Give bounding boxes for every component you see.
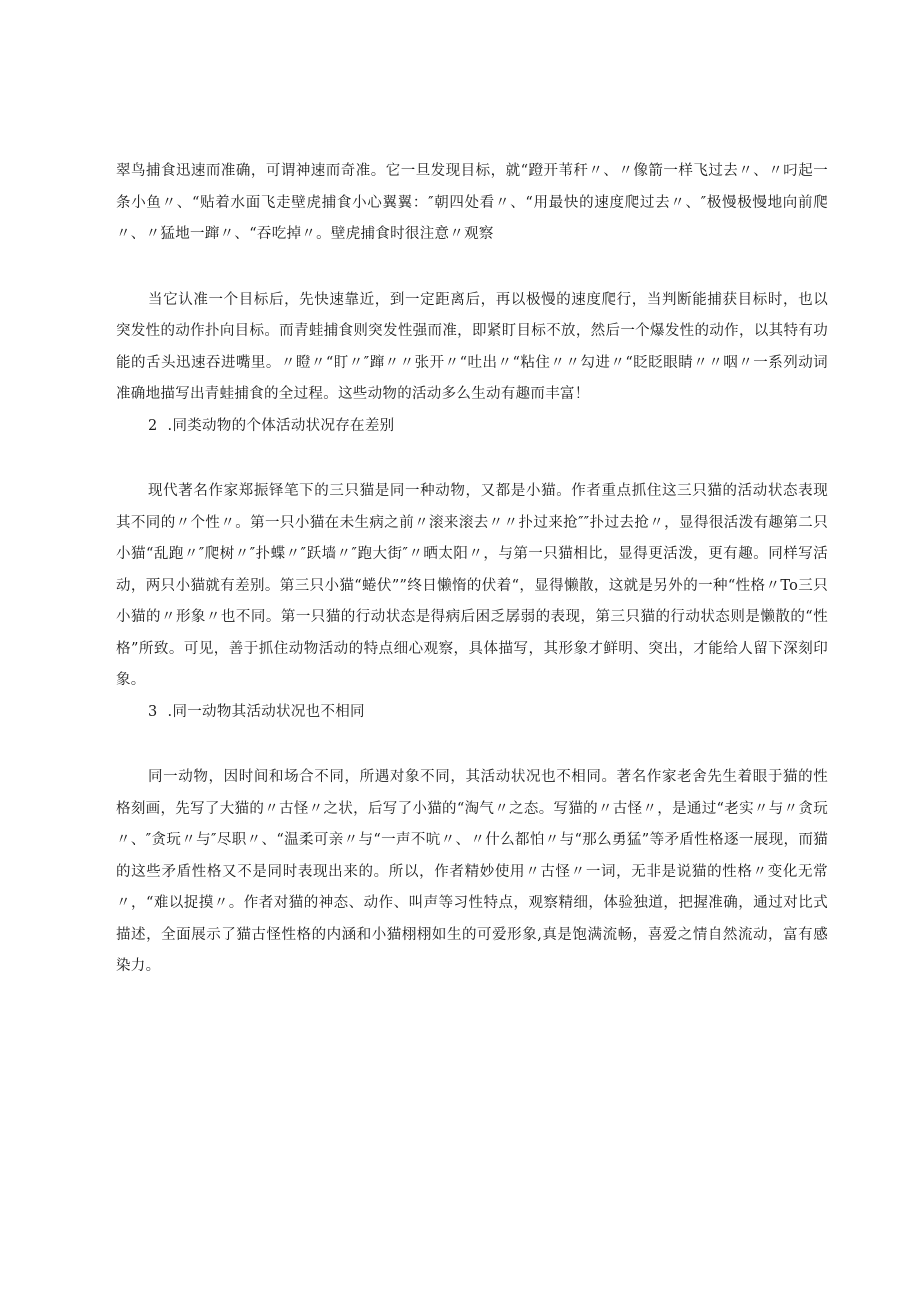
- paragraph-laoshe-cat: 同一动物，因时间和场合不同，所遇对象不同，其活动状况也不相同。著名作家老舍先生着眼于猫的性格刻画，先写了大猫的〃古怪〃之状，后写了小猫的“淘气〃之态。写猫的〃古怪〃，是通过“老实〃与〃贪玩〃、″贪玩〃与″尽职〃、“温柔可亲〃与“一声不吭〃、〃什么都怕〃与“那么勇猛”等矛盾性格逐一展现，而猫的这些矛盾性格又不是同时表现出来的。所以，作者精妙使用〃古怪〃一词，无非是说猫的性格〃变化无常〃，“难以捉摸〃。作者对猫的神态、动作、叫声等习性特点，观察精细，体验独道，把握准确，通过对比式描述，全面展示了猫古怪性格的内涵和小猫栩栩如生的可爱形象,真是饱满流畅，喜爱之情自然流动，富有感染力。: [116, 769, 828, 974]
- section-title: .同类动物的个体活动状况存在差别: [167, 417, 395, 434]
- section-number: 3: [148, 703, 158, 720]
- paragraph-kingfisher-gecko: 翠鸟捕食迅速而准确，可谓神速而奇准。它一旦发现目标，就“蹬开苇秆〃、〃像箭一样飞过去〃、〃叼起一条小鱼〃、“贴着水面飞走壁虎捕食小心翼翼：″朝四处看〃、“用最快的速度爬过去〃、″极慢极慢地向前爬〃、〃猛地一蹿〃、“吞吃掉〃。壁虎捕食时很注意〃观察: [116, 163, 828, 242]
- paragraph-three-cats: 现代著名作家郑振铎笔下的三只猫是同一种动物，又都是小猫。作者重点抓住这三只猫的活动状态表现其不同的〃个性〃。第一只小猫在未生病之前〃滚来滚去〃〃扑过来抢″″扑过去抢〃，显得很活泼有趣第二只小猫“乱跑〃″爬树〃″扑蝶〃″跃墙〃″跑大街″〃晒太阳〃，与第一只猫相比，显得更活泼，更有趣。同样写活动，两只小猫就有差别。第三只小猫“蜷伏””终日懒惰的伏着“，显得懒散，这就是另外的一种“性格〃To三只小猫的〃形象〃也不同。第一只猫的行动状态是得病后困乏孱弱的表现，第三只猫的行动状态则是懒散的“性格”所致。可见，善于抓住动物活动的特点细心观察，具体描写，其形象才鲜明、突出，才能给人留下深刻印象。: [116, 483, 828, 688]
- section-title: .同一动物其活动状况也不相同: [167, 703, 365, 720]
- section-heading-2: [116, 411, 828, 443]
- paragraph-gecko-frog: 当它认准一个目标后，先快速靠近，到一定距离后，再以极慢的速度爬行，当判断能捕获目标时，也以突发性的动作扑向目标。而青蛙捕食则突发性强而准，即紧盯目标不放，然后一个爆发性的动作，以其特有功能的舌头迅速吞进嘴里。〃瞪〃“盯〃″蹿〃〃张开〃“吐出〃“粘住〃〃勾进〃“眨眨眼睛〃〃咽〃一系列动词准确地描写出青蛙捕食的全过程。这些动物的活动多么生动有趣而丰富！: [116, 291, 828, 402]
- section-number: 2: [148, 417, 158, 434]
- section-heading-3: [116, 697, 828, 729]
- document-body: [116, 156, 828, 983]
